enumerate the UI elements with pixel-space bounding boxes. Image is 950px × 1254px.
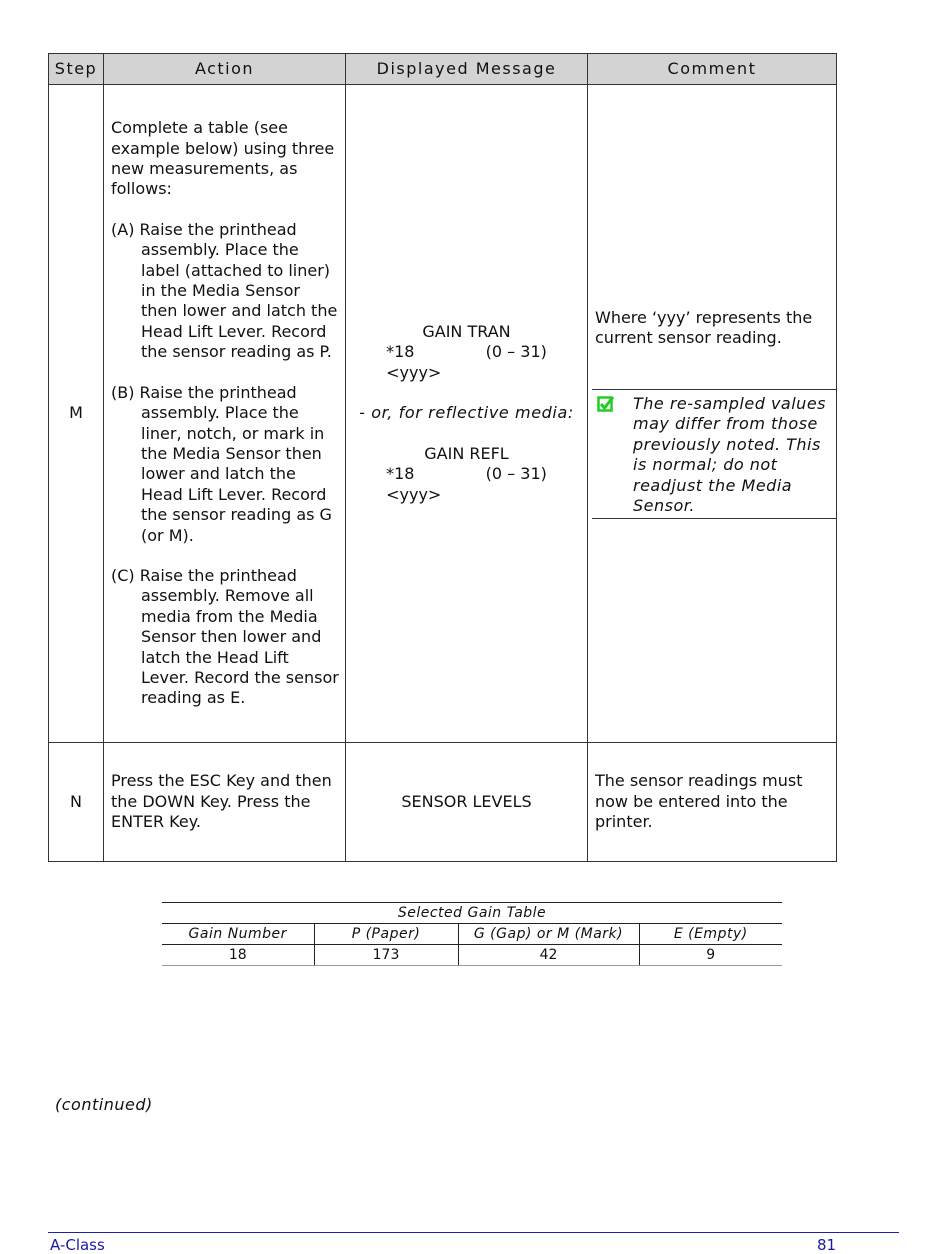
gain-table-header-row (162, 924, 782, 945)
display-cell: SENSOR LEVELS (346, 743, 588, 862)
header-comment: Comment (588, 54, 837, 85)
comment-text: Where ‘yyy’ represents the current sensor reading. (595, 308, 813, 348)
header-displayed-message: Displayed Message (346, 54, 588, 85)
display-cell (346, 85, 588, 743)
display-tran-line2: <yyy> (386, 362, 442, 382)
step-label: N (49, 743, 104, 862)
note-text: The re-sampled values may differ from those previously noted. This is normal; do not readjust the Media Sensor. (633, 394, 826, 516)
action-step-a: (A) Raise the printhead assembly. Place the label (attached to liner) in the Media Sensor then lower and latch the Head Lift Lever. Record the sensor reading as P. (111, 219, 338, 362)
display-tran-line1: *18 (0 – 31) (386, 342, 547, 362)
comment-cell: The sensor readings must now be entered into the printer. (588, 743, 837, 862)
display-or-reflective: - or, for reflective media: (359, 403, 574, 423)
gain-table-caption: Selected Gain Table (162, 903, 782, 924)
action-step-b: (B) Raise the printhead assembly. Place the liner, notch, or mark in the Media Sensor then lower and latch the Head Lift Lever. Record the sensor reading as G (or M). (111, 382, 332, 545)
gain-value-paper: 173 (314, 945, 458, 966)
header-step: Step (49, 54, 104, 85)
selected-gain-table (162, 902, 782, 966)
footer-page-number: 81 (817, 1236, 837, 1254)
action-intro: Complete a table (see example below) using three new measurements, as follows: (111, 118, 335, 199)
action-cell: Press the ESC Key and then the DOWN Key. Press the ENTER Key. (104, 743, 346, 862)
checkmark-icon (597, 395, 615, 413)
gain-value-gap-mark: 42 (458, 945, 639, 966)
table-row-n (49, 743, 837, 862)
note-box (592, 389, 836, 519)
gain-header-gain-number: Gain Number (162, 924, 314, 945)
table-header-row (49, 54, 837, 85)
gain-header-paper: P (Paper) (314, 924, 458, 945)
comment-cell (588, 85, 837, 743)
action-cell (104, 85, 346, 743)
display-refl-title: GAIN REFL (424, 443, 509, 463)
gain-header-gap-mark: G (Gap) or M (Mark) (458, 924, 639, 945)
footer-product-name: A-Class (50, 1236, 105, 1254)
display-tran-title: GAIN TRAN (422, 322, 511, 342)
step-label: M (49, 85, 104, 743)
footer-rule (48, 1232, 899, 1233)
gain-header-empty: E (Empty) (639, 924, 782, 945)
header-action: Action (104, 54, 346, 85)
display-refl-line2: <yyy> (386, 484, 442, 504)
action-step-c: (C) Raise the printhead assembly. Remove all media from the Media Sensor then lower and latch the Head Lift Lever. Record the sensor reading as E. (111, 565, 339, 708)
display-gain-refl (386, 444, 547, 505)
table-row-m (49, 85, 837, 743)
gain-value-empty: 9 (639, 945, 782, 966)
procedure-table (48, 53, 837, 862)
display-gain-tran (386, 322, 547, 383)
gain-value-gain-number: 18 (162, 945, 314, 966)
gain-table-caption-row (162, 903, 782, 924)
gain-table-row (162, 945, 782, 966)
continued-label: (continued) (55, 1095, 153, 1114)
display-refl-line1: *18 (0 – 31) (386, 464, 547, 484)
